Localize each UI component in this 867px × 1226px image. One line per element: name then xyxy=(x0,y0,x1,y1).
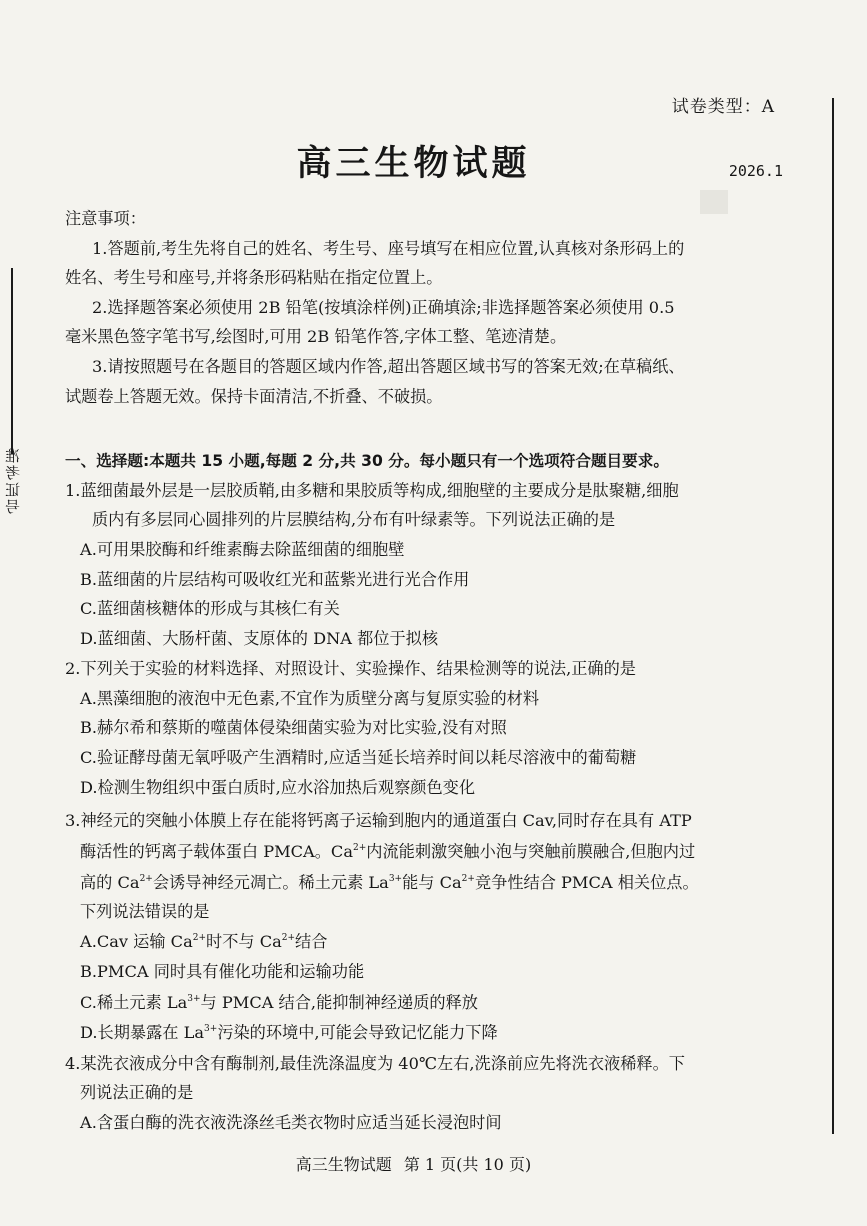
footer-title: 高三生物试题 xyxy=(295,1155,392,1174)
notice-heading: 注意事项： xyxy=(65,209,146,228)
page-title: 高三生物试题 xyxy=(296,143,531,184)
question-1-option-b: B.蓝细菌的片层结构可吸收红光和蓝紫光进行光合作用 xyxy=(80,570,470,589)
question-1-option-a: A.可用果胶酶和纤维素酶去除蓝细菌的细胞壁 xyxy=(80,540,405,559)
question-3-stem: 酶活性的钙离子载体蛋白 PMCA。$Ca^{2+}$内流能刺激突触小泡与突触前膜融合,但胞内过 xyxy=(80,842,696,861)
question-2-option-b: B.赫尔希和蔡斯的噬菌体侵染细菌实验为对比实验,没有对照 xyxy=(80,718,507,737)
question-4-option-a: A.含蛋白酶的洗衣液洗涤丝毛类衣物时应适当延长浸泡时间 xyxy=(80,1113,502,1132)
notice-line: 3.请按照题号在各题目的答题区域内作答,超出答题区域书写的答案无效;在草稿纸、 xyxy=(92,357,685,376)
question-2-option-c: C.验证酵母菌无氧呼吸产生酒精时,应适当延长培养时间以耗尽溶液中的葡萄糖 xyxy=(80,748,637,767)
question-3-option-c: C.稀土元素 $La^{3+}$与 PMCA 结合,能抑制神经递质的释放 xyxy=(80,993,478,1012)
question-4-stem: 列说法正确的是 xyxy=(80,1083,194,1102)
notice-line: 毫米黑色签字笔书写,绘图时,可用 2B 铅笔作答,字体工整、笔迹清楚。 xyxy=(65,327,567,346)
admission-number-label: 准考证号 xyxy=(4,448,22,516)
question-3-option-b: B.PMCA 同时具有催化功能和运输功能 xyxy=(80,962,365,981)
question-3-option-d: D.长期暴露在 $La^{3+}$污染的环境中,可能会导致记忆能力下降 xyxy=(80,1023,498,1042)
question-3-stem: 3.神经元的突触小体膜上存在能将钙离子运输到胞内的通道蛋白 Cav,同时存在具有 ATP xyxy=(65,811,692,830)
right-margin-rule xyxy=(832,98,834,1134)
question-1-stem: 质内有多层同心圆排列的片层膜结构,分布有叶绿素等。下列说法正确的是 xyxy=(92,510,616,529)
question-1-stem: 1.蓝细菌最外层是一层胶质鞘,由多糖和果胶质等构成,细胞壁的主要成分是肽聚糖,细胞 xyxy=(65,481,679,500)
question-2-stem: 2.下列关于实验的材料选择、对照设计、实验操作、结果检测等的说法,正确的是 xyxy=(65,659,636,678)
notice-line: 试题卷上答题无效。保持卡面清洁,不折叠、不破损。 xyxy=(65,387,443,406)
question-4-stem: 4.某洗衣液成分中含有酶制剂,最佳洗涤温度为 40℃左右,洗涤前应先将洗衣液稀释。下 xyxy=(65,1054,685,1073)
section-heading: 一、选择题:本题共 15 小题,每题 2 分,共 30 分。每小题只有一个选项符合题目要求。 xyxy=(65,452,669,470)
question-1-option-c: C.蓝细菌核糖体的形成与其核仁有关 xyxy=(80,599,340,618)
notice-line: 2.选择题答案必须使用 2B 铅笔(按填涂样例)正确填涂;非选择题答案必须使用 0.5 xyxy=(92,298,675,317)
page-footer xyxy=(0,1152,827,1175)
question-2-option-a: A.黑藻细胞的液泡中无色素,不宜作为质壁分离与复原实验的材料 xyxy=(80,689,540,708)
left-margin-rule xyxy=(11,268,13,454)
footer-page-number: 第 1 页(共 10 页) xyxy=(403,1155,532,1174)
smudge-mark xyxy=(700,190,728,214)
exam-type: 试卷类型：A xyxy=(671,97,775,117)
question-3-stem: 下列说法错误的是 xyxy=(80,902,210,921)
exam-date: 2026.1 xyxy=(728,162,783,180)
question-2-option-d: D.检测生物组织中蛋白质时,应水浴加热后观察颜色变化 xyxy=(80,778,476,797)
notice-line: 1.答题前,考生先将自己的姓名、考生号、座号填写在相应位置,认真核对条形码上的 xyxy=(92,239,685,258)
question-3-stem: 高的 $Ca^{2+}$会诱导神经元凋亡。稀土元素 $La^{3+}$能与 $Ca^{2+}$竞争性结合 PMCA 相关位点。 xyxy=(80,873,699,892)
notice-line: 姓名、考生号和座号,并将条形码粘贴在指定位置上。 xyxy=(65,268,443,287)
question-3-option-a: A.Cav 运输 $Ca^{2+}$时不与 $Ca^{2+}$结合 xyxy=(80,932,328,951)
question-1-option-d: D.蓝细菌、大肠杆菌、支原体的 DNA 都位于拟核 xyxy=(80,629,439,648)
